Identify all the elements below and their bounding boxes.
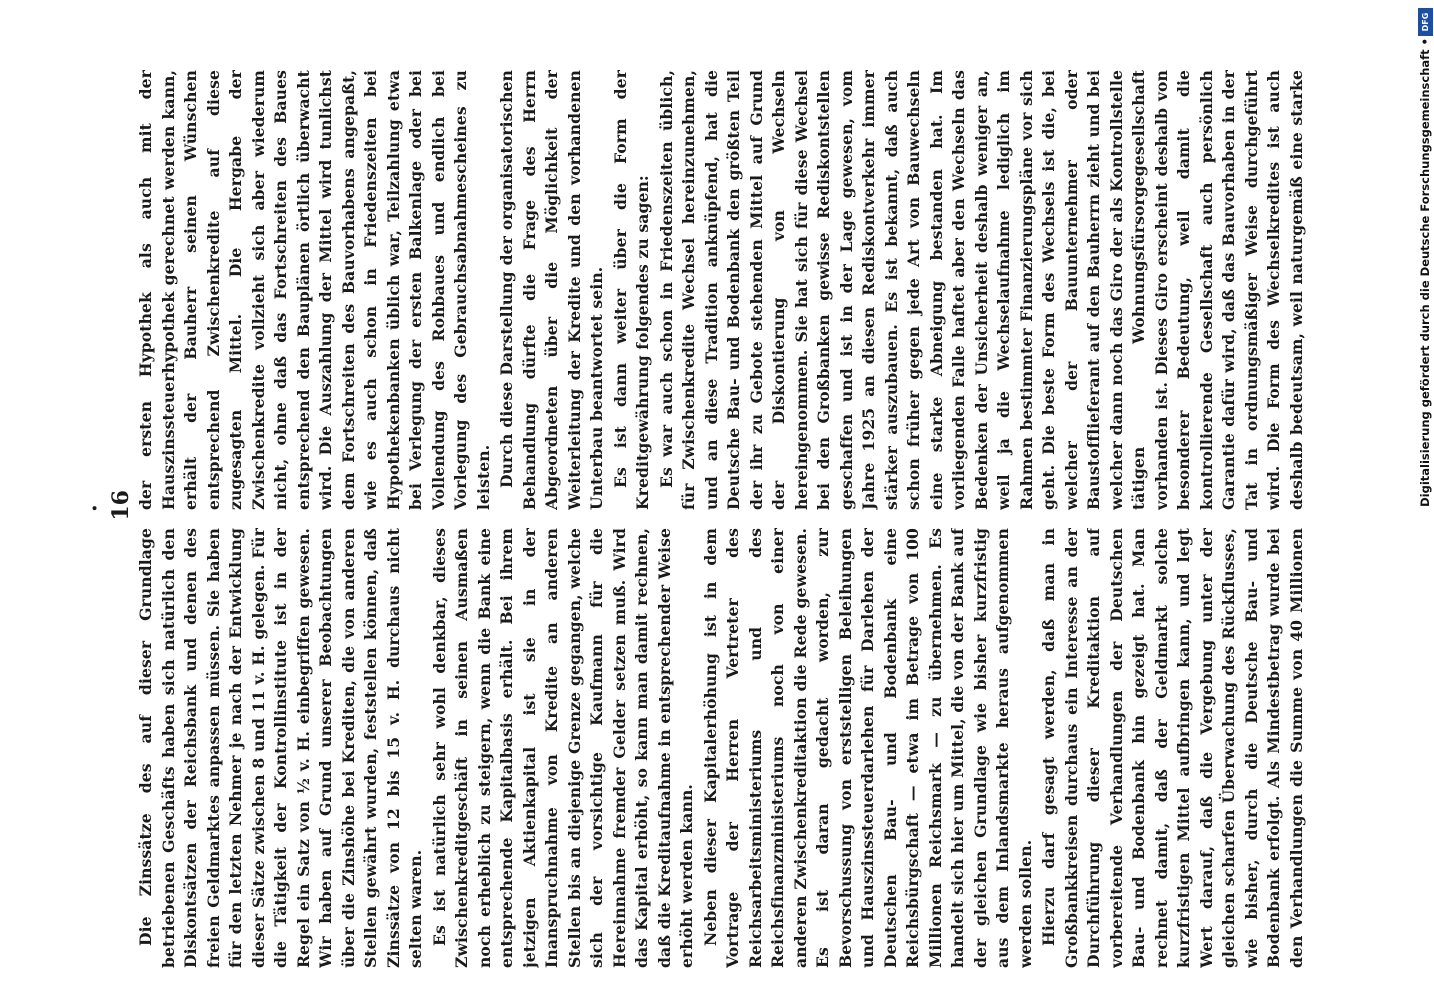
page-number-mark: • [88, 504, 104, 513]
paragraph: Neben dieser Kapitalerhöhung ist in dem Vortrage der Herren Vertreter des Reichsarbeitsministeriums und des Reichsfinanzministeriums noch von einer anderen Zwischenkreditaktion die Rede gewesen. Es ist daran gedacht worden, zur Bevorschussung von erststelligen Beleihungen und Hauszinssteuerdarlehen für Darlehen der Deutschen Bau- und Bodenbank eine Reichsbürgschaft — etwa im Betrage von 100 Millionen Reichsmark — zu übernehmen. Es handelt sich hier um Mittel, die von der Bank auf der gleichen Grundlage wie bisher kurzfristig aus dem Inlandsmarkte heraus aufgenommen werden sollen. [700, 528, 1035, 968]
page-number: 16 [108, 490, 134, 521]
dfg-logo-text: DFG [1421, 12, 1430, 32]
paragraph: Die Zinssätze des auf dieser Grundlage betriebenen Geschäfts haben sich natürlich den Diskontsätzen der Reichsbank und denen des freien Geldmarktes anpassen müssen. Sie haben für den letzten Nehmer je nach der Entwicklung dieser Sätze zwischen 8 und 11 v. H. gelegen. Für die Tätigkeit der Kontrollinstitute ist in der Regel ein Satz von ½ v. H. einbegriffen gewesen. Wir haben auf Grund unserer Beobachtungen über die Zinshöhe bei Krediten, die von anderen Stellen gewährt wurden, feststellen können, daß Zinssätze von 12 bis 15 v. H. durchaus nicht selten waren. [136, 528, 425, 968]
attribution-text: Digitalisierung gefördert durch die Deutsche Forschungsgemeinschaft • [1418, 38, 1432, 507]
paragraph: der ersten Hypothek als auch mit der Hauszinssteuerhypothek gerechnet werden kann, erhält der Bauherr seinen Wünschen entsprechend Zwischenkredite auf diese zugesagten Mittel. Die Hergabe der Zwischenkredite vollzieht sich aber wiederum nicht, ohne daß das Fortschreiten des Baues entsprechend den Bauplänen örtlich überwacht wird. Die Auszahlung der Mittel wird tunlichst dem Fortschreiten des Bauvorhabens angepaßt, wie es auch schon in Friedenszeiten bei Hypothekenbanken üblich war, Teilzahlung etwa bei Verlegung der ersten Balkenlage oder bei Vollendung des Rohbaues und endlich bei Vorlegung des Gebrauchsabnahmescheines zu leisten. [136, 70, 493, 510]
paragraph: Es ist natürlich sehr wohl denkbar, dieses Zwischenkreditgeschäft in seinen Ausmaßen noch erheblich zu steigern, wenn die Bank eine entsprechende Kapitalbasis erhält. Bei ihrem jetzigen Aktienkapital ist sie in der Inanspruchnahme von Kredite an anderen Stellen bis an diejenige Grenze gegangen, welche sich der vorsichtige Kaufmann für die Hereinnahme fremder Gelder setzen muß. Wird das Kapital erhöht, so kann man damit rechnen, daß die Kreditaufnahme in entsprechender Weise erhöht werden kann. [429, 528, 696, 968]
paragraph: Es ist dann weiter über die Form der Kreditgewährung folgendes zu sagen: [610, 70, 652, 510]
rotated-page [88, 40, 1310, 980]
dfg-logo [1418, 8, 1433, 36]
attribution-strip [1416, 8, 1434, 998]
text-column-left [135, 70, 1310, 510]
paragraph: Es war auch schon in Friedenszeiten üblich, für Zwischenkredite Wechsel hereinzunehmen, und an diese Tradition anknüpfend, hat die Deutsche Bau- und Bodenbank den größten Teil der ihr zu Gebote stehenden Mittel auf Grund der Diskontierung von Wechseln hereingenommen. Sie hat sich für diese Wechsel bei den Großbanken gewisse Rediskontstellen geschaffen und ist in der Lage gewesen, vom Jahre 1925 an diesen Rediskontverkehr immer stärker auszubauen. Es ist bekannt, daß auch schon früher gegen jede Art von Bauwechseln eine starke Abneigung bestanden hat. Im vorliegenden Falle haftet aber den Wechseln das Bedenken der Unsicherheit deshalb weniger an, weil ja die Wechselaufnahme lediglich im Rahmen bestimmter Finanzierungspläne vor sich geht. Die beste Form des Wechsels ist die, bei welcher der Bauunternehmer oder Baustofflieferant auf den Bauherrn zieht und bei welcher dann noch das Giro der als Kontrollstelle tätigen Wohnungsfürsorgegesellschaft vorhanden ist. Dieses Giro erscheint deshalb von besonderer Bedeutung, weil damit die kontrollierende Gesellschaft auch persönlich Garantie dafür wird, daß das Bauvorhaben in der Tat in ordnungsmäßiger Weise durchgeführt wird. Die Form des Wechselkredites ist auch deshalb bedeutsam, weil naturgemäß eine starke [656, 70, 1306, 510]
text-column-right [135, 528, 1310, 968]
paragraph: Durch diese Darstellung der organisatorischen Behandlung dürfte die Frage des Herrn Abgeordneten über die Möglichkeit der Weiterleitung der Kredite und den vorhandenen Unterbau beantwortet sein. [497, 70, 606, 510]
paragraph: Hierzu darf gesagt werden, daß man in Großbankkreisen durchaus ein Interesse an der Durchführung dieser Kreditaktion auf vorbereitende Verhandlungen der Deutschen Bau- und Bodenbank hin gezeigt hat. Man rechnet damit, daß der Geldmarkt solche kurzfristigen Mittel aufbringen kann, und legt Wert darauf, daß die Vergebung unter der gleichen scharfen Überwachung des Rückflusses, wie bisher, durch die Deutsche Bau- und Bodenbank erfolgt. Als Mindestbetrag wurde bei den Verhandlungen die Summe von 40 Millionen [1039, 528, 1306, 968]
